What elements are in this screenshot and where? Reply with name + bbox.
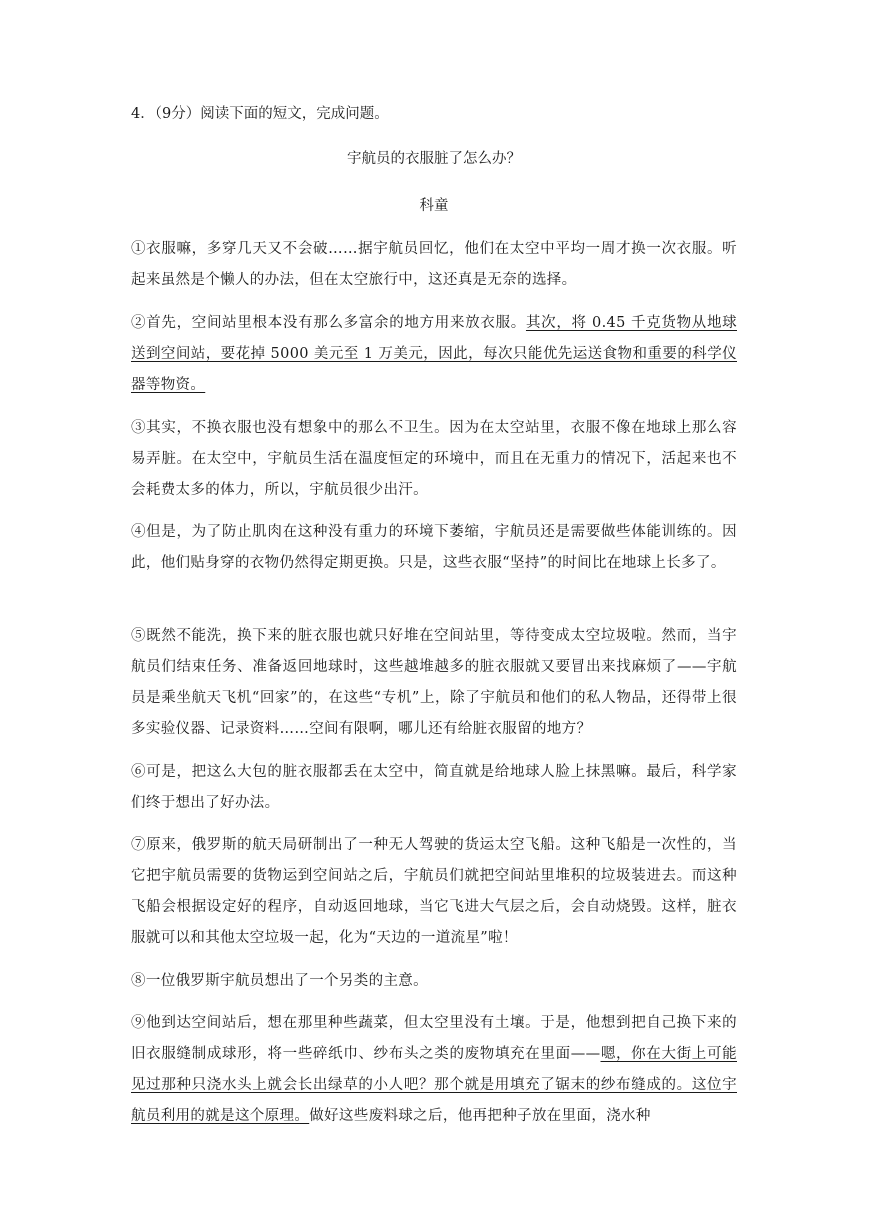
paragraph-9 <box>131 1008 737 1132</box>
paragraph-4: ④但是，为了防止肌肉在这种没有重力的环境下萎缩，宇航员还是需要做些体能训练的。因此，他们贴身穿的衣物仍然得定期更换。只是，这些衣服“坚持”的时间比在地球上长多了。 <box>131 524 737 571</box>
paragraph-9-text-end: 做好这些废料球之后，他再把种子放在里面，浇水种 <box>309 1108 651 1124</box>
paragraph-3: ③其实，不换衣服也没有想象中的那么不卫生。因为在太空站里，衣服不像在地球上那么容易弄脏。在太空中，宇航员生活在温度恒定的环境中，而且在无重力的情况下，活起来也不会耗费太多的体力，所以，宇航员很少出汗。 <box>131 420 737 498</box>
paragraph-7: ⑦原来，俄罗斯的航天局研制出了一种无人驾驶的货运太空飞船。这种飞船是一次性的，当它把宇航员需要的货物运到空间站之后，宇航员们就把空间站里堆积的垃圾装进去。而这种飞船会根据设定好的程序，自动返回地球，当它飞进大气层之后，会自动烧毁。这样，脏衣服就可以和其他太空垃圾一起，化为“天边的一道流星”啦！ <box>131 837 737 946</box>
paragraph-2-text: ②首先，空间站里根本没有那么多富余的地方用来放衣服。 <box>131 315 526 331</box>
paragraph-2-underlined-sentence: 其次，将 0.45 千克货物从地球送到空间站，要花掉 5000 美元至 1 万美元，因此，每次只能优先运送食物和重要的科学仪器等物资。 <box>131 315 737 393</box>
article-title: 宇航员的衣服脏了怎么办？ <box>347 151 521 167</box>
paragraph-9-underlined-sentence: 嗯，你在大街上可能见过那种只浇水头上就会长出绿草的小人吧？那个就是用填充了锯末的纱布缝成的。这位宇航员利用的就是这个原理。 <box>131 1046 737 1124</box>
paragraph-1: ①衣服嘛，多穿几天又不会破……据宇航员回忆，他们在太空中平均一周才换一次衣服。听起来虽然是个懒人的办法，但在太空旅行中，这还真是无奈的选择。 <box>131 241 737 288</box>
paragraph-6: ⑥可是，把这么大包的脏衣服都丢在太空中，简直就是给地球人脸上抹黑嘛。最后，科学家们终于想出了好办法。 <box>131 764 737 811</box>
paragraph-5: ⑤既然不能洗，换下来的脏衣服也就只好堆在空间站里，等待变成太空垃圾啦。然而，当宇航员们结束任务、准备返回地球时，这些越堆越多的脏衣服就又要冒出来找麻烦了——宇航员是乘坐航天飞机“回家”的，在这些“专机”上，除了宇航员和他们的私人物品，还得带上很多实验仪器、记录资料……空间有限啊，哪儿还有给脏衣服留的地方？ <box>131 628 737 737</box>
paragraph-2 <box>131 308 737 401</box>
question-heading: 4．（9分）阅读下面的短文，完成问题。 <box>131 106 389 122</box>
paragraph-9-text-start: ⑨他到达空间站后，想在那里种些蔬菜，但太空里没有土壤。于是，他想到把自己换下来的旧衣服缝制成球形，将一些碎纸巾、纱布头之类的废物填充在里面—— <box>131 1015 737 1062</box>
paragraph-8: ⑧一位俄罗斯宇航员想出了一个另类的主意。 <box>131 973 428 989</box>
article-author: 科童 <box>419 198 449 214</box>
